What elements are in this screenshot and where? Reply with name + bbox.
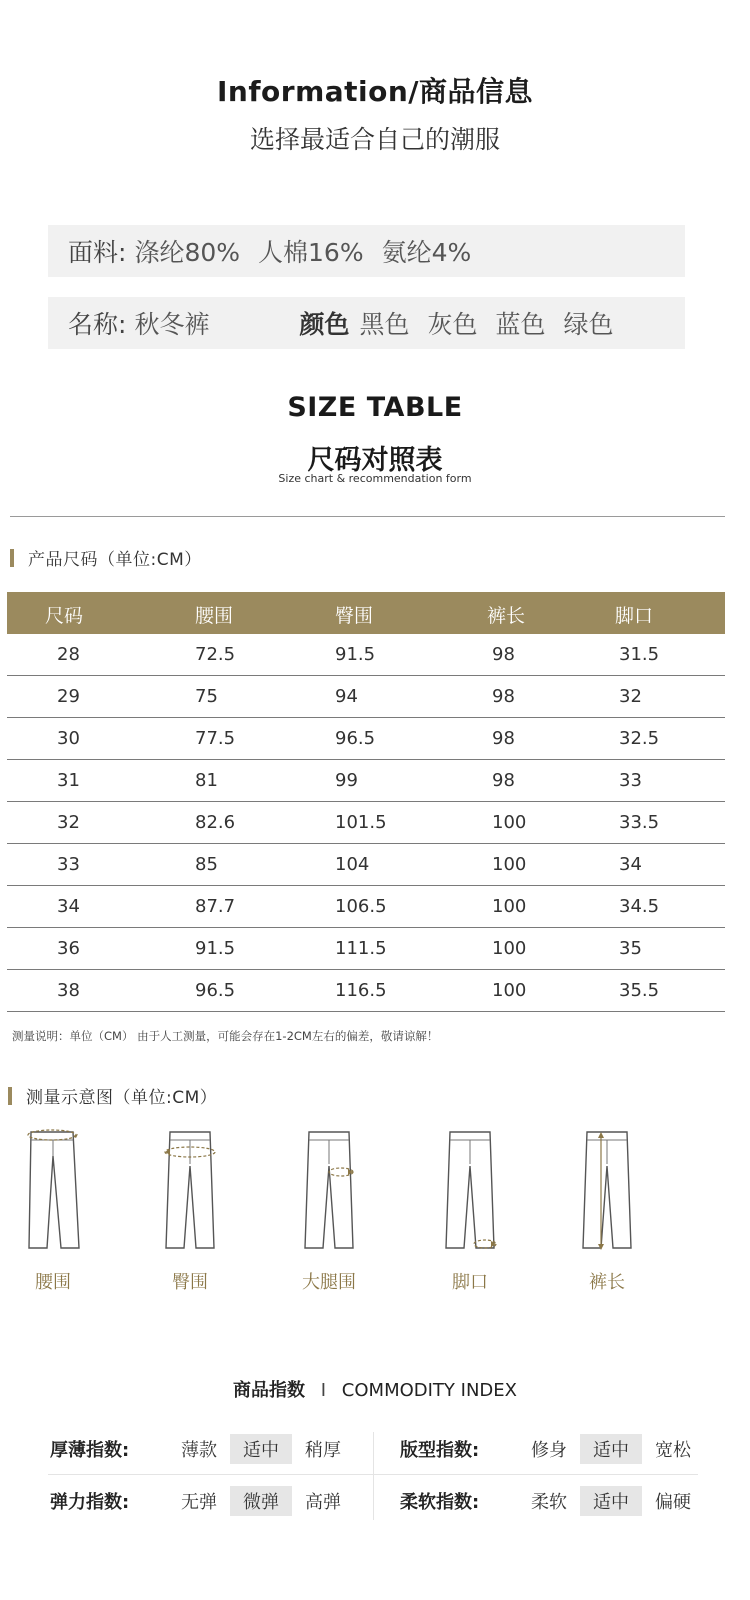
table-cell: 98 <box>492 728 515 749</box>
table-cell: 31 <box>57 770 80 791</box>
table-cell: 81 <box>195 770 218 791</box>
page-title: Information/商品信息 <box>216 75 534 108</box>
index-option: 宽松 <box>655 1440 691 1461</box>
fabric-label: 面料: <box>68 238 127 267</box>
diagram-length <box>562 1126 652 1294</box>
index-fit <box>400 1434 704 1464</box>
table-cell: 35.5 <box>619 980 660 1001</box>
column-header: 尺码 <box>45 605 84 627</box>
name-label: 名称: <box>68 310 127 339</box>
table-cell: 111.5 <box>335 938 387 959</box>
index-option: 柔软 <box>531 1492 567 1513</box>
table-cell: 33 <box>619 770 642 791</box>
divider <box>10 516 725 517</box>
fabric-item: 涤纶80% <box>134 238 241 267</box>
pants-length-icon <box>577 1126 637 1254</box>
product-size-section-label <box>10 545 202 570</box>
table-cell: 32 <box>57 812 80 833</box>
index-label: 弹力指数: <box>50 1492 130 1513</box>
table-cell: 38 <box>57 980 80 1001</box>
table-cell: 33.5 <box>619 812 660 833</box>
fabric-item: 氨纶4% <box>381 238 472 267</box>
index-option: 无弹 <box>181 1492 217 1513</box>
fabric-item: 人棉16% <box>258 238 364 267</box>
pants-waist-icon <box>23 1126 83 1254</box>
index-elasticity <box>50 1486 354 1516</box>
color-option: 蓝色 <box>495 310 546 339</box>
measurement-note: 测量说明：单位（CM） 由于人工测量，可能会存在1-2CM左右的偏差，敬请谅解！ <box>12 1029 439 1043</box>
table-cell: 101.5 <box>335 812 387 833</box>
table-cell: 32 <box>619 686 642 707</box>
size-table-note: Size chart & recommendation form <box>278 472 472 485</box>
table-cell: 104 <box>335 854 370 875</box>
color-option: 黑色 <box>359 310 410 339</box>
table-cell: 98 <box>492 644 515 665</box>
table-row <box>7 928 725 970</box>
commodity-index-separator: I <box>320 1380 327 1401</box>
index-option: 稍厚 <box>305 1440 341 1461</box>
index-label: 厚薄指数: <box>50 1440 130 1461</box>
table-cell: 29 <box>57 686 80 707</box>
table-cell: 96.5 <box>195 980 236 1001</box>
pants-hem-icon <box>440 1126 500 1254</box>
size-table <box>7 592 725 1012</box>
index-label: 版型指数: <box>400 1440 480 1461</box>
table-cell: 34 <box>57 896 80 917</box>
table-cell: 34 <box>619 854 642 875</box>
column-header: 腰围 <box>195 605 234 627</box>
table-cell: 36 <box>57 938 80 959</box>
column-header: 裤长 <box>487 605 526 627</box>
commodity-index-title-en: COMMODITY INDEX <box>341 1380 517 1401</box>
table-cell: 82.6 <box>195 812 236 833</box>
diagram-hem <box>425 1126 515 1294</box>
table-cell: 106.5 <box>335 896 387 917</box>
diagram-label-waist: 腰围 <box>35 1272 71 1293</box>
color-option: 灰色 <box>427 310 478 339</box>
table-cell: 98 <box>492 770 515 791</box>
pants-thigh-icon <box>299 1126 359 1254</box>
table-row <box>7 802 725 844</box>
commodity-index-title <box>0 1376 750 1402</box>
index-divider-horizontal <box>48 1474 698 1475</box>
table-row <box>7 634 725 676</box>
table-cell: 35 <box>619 938 642 959</box>
table-cell: 116.5 <box>335 980 387 1001</box>
table-cell: 75 <box>195 686 218 707</box>
accent-bar <box>8 1087 12 1105</box>
diagram-label-hip: 臀围 <box>172 1272 208 1293</box>
column-header: 脚口 <box>615 605 654 627</box>
table-cell: 28 <box>57 644 80 665</box>
name-color-bar <box>48 297 685 349</box>
index-option: 偏硬 <box>655 1492 691 1513</box>
diagram-hip <box>145 1126 235 1294</box>
table-cell: 30 <box>57 728 80 749</box>
table-cell: 33 <box>57 854 80 875</box>
index-option: 修身 <box>531 1440 567 1461</box>
size-table-title: SIZE TABLE <box>287 392 463 423</box>
table-row <box>7 676 725 718</box>
color-option: 绿色 <box>563 310 614 339</box>
table-cell: 99 <box>335 770 358 791</box>
table-cell: 87.7 <box>195 896 236 917</box>
table-cell: 96.5 <box>335 728 376 749</box>
table-cell: 100 <box>492 938 527 959</box>
index-thickness <box>50 1434 354 1464</box>
accent-bar <box>10 549 14 567</box>
table-cell: 34.5 <box>619 896 660 917</box>
diagram-label-thigh: 大腿围 <box>302 1272 356 1293</box>
diagram-thigh <box>284 1126 374 1294</box>
index-option-selected: 适中 <box>230 1434 292 1464</box>
diagram-label-hem: 脚口 <box>452 1272 488 1293</box>
table-row <box>7 760 725 802</box>
table-cell: 100 <box>492 812 527 833</box>
table-cell: 100 <box>492 896 527 917</box>
table-cell: 100 <box>492 980 527 1001</box>
table-cell: 32.5 <box>619 728 660 749</box>
diagram-label: 测量示意图（单位:CM） <box>26 1088 218 1108</box>
table-row <box>7 886 725 928</box>
diagram-section-label <box>8 1083 217 1108</box>
index-option-selected: 适中 <box>580 1434 642 1464</box>
table-cell: 100 <box>492 854 527 875</box>
index-label: 柔软指数: <box>400 1492 480 1513</box>
diagram-label-length: 裤长 <box>589 1272 625 1293</box>
color-label: 颜色 <box>299 310 350 339</box>
size-table-title-cn: 尺码对照表 <box>307 445 443 476</box>
index-option: 薄款 <box>181 1440 217 1461</box>
table-header <box>7 592 725 634</box>
diagram-waist <box>8 1126 98 1294</box>
table-cell: 77.5 <box>195 728 236 749</box>
index-option-selected: 适中 <box>580 1486 642 1516</box>
index-softness <box>400 1486 704 1516</box>
table-cell: 72.5 <box>195 644 236 665</box>
commodity-index-title-cn: 商品指数 <box>233 1380 306 1401</box>
column-header: 臀围 <box>335 605 374 627</box>
pants-hip-icon <box>160 1126 220 1254</box>
table-cell: 91.5 <box>335 644 376 665</box>
table-cell: 31.5 <box>619 644 660 665</box>
table-cell: 98 <box>492 686 515 707</box>
table-row <box>7 718 725 760</box>
table-row <box>7 844 725 886</box>
index-divider-vertical <box>373 1432 374 1520</box>
table-cell: 85 <box>195 854 218 875</box>
index-option: 高弹 <box>305 1492 341 1513</box>
name-value: 秋冬裤 <box>134 310 210 339</box>
index-option-selected: 微弹 <box>230 1486 292 1516</box>
table-row <box>7 970 725 1012</box>
fabric-bar <box>48 225 685 277</box>
table-cell: 91.5 <box>195 938 236 959</box>
page-subtitle: 选择最适合自己的潮服 <box>249 125 500 154</box>
table-cell: 94 <box>335 686 358 707</box>
product-size-label: 产品尺码（单位:CM） <box>28 550 202 570</box>
